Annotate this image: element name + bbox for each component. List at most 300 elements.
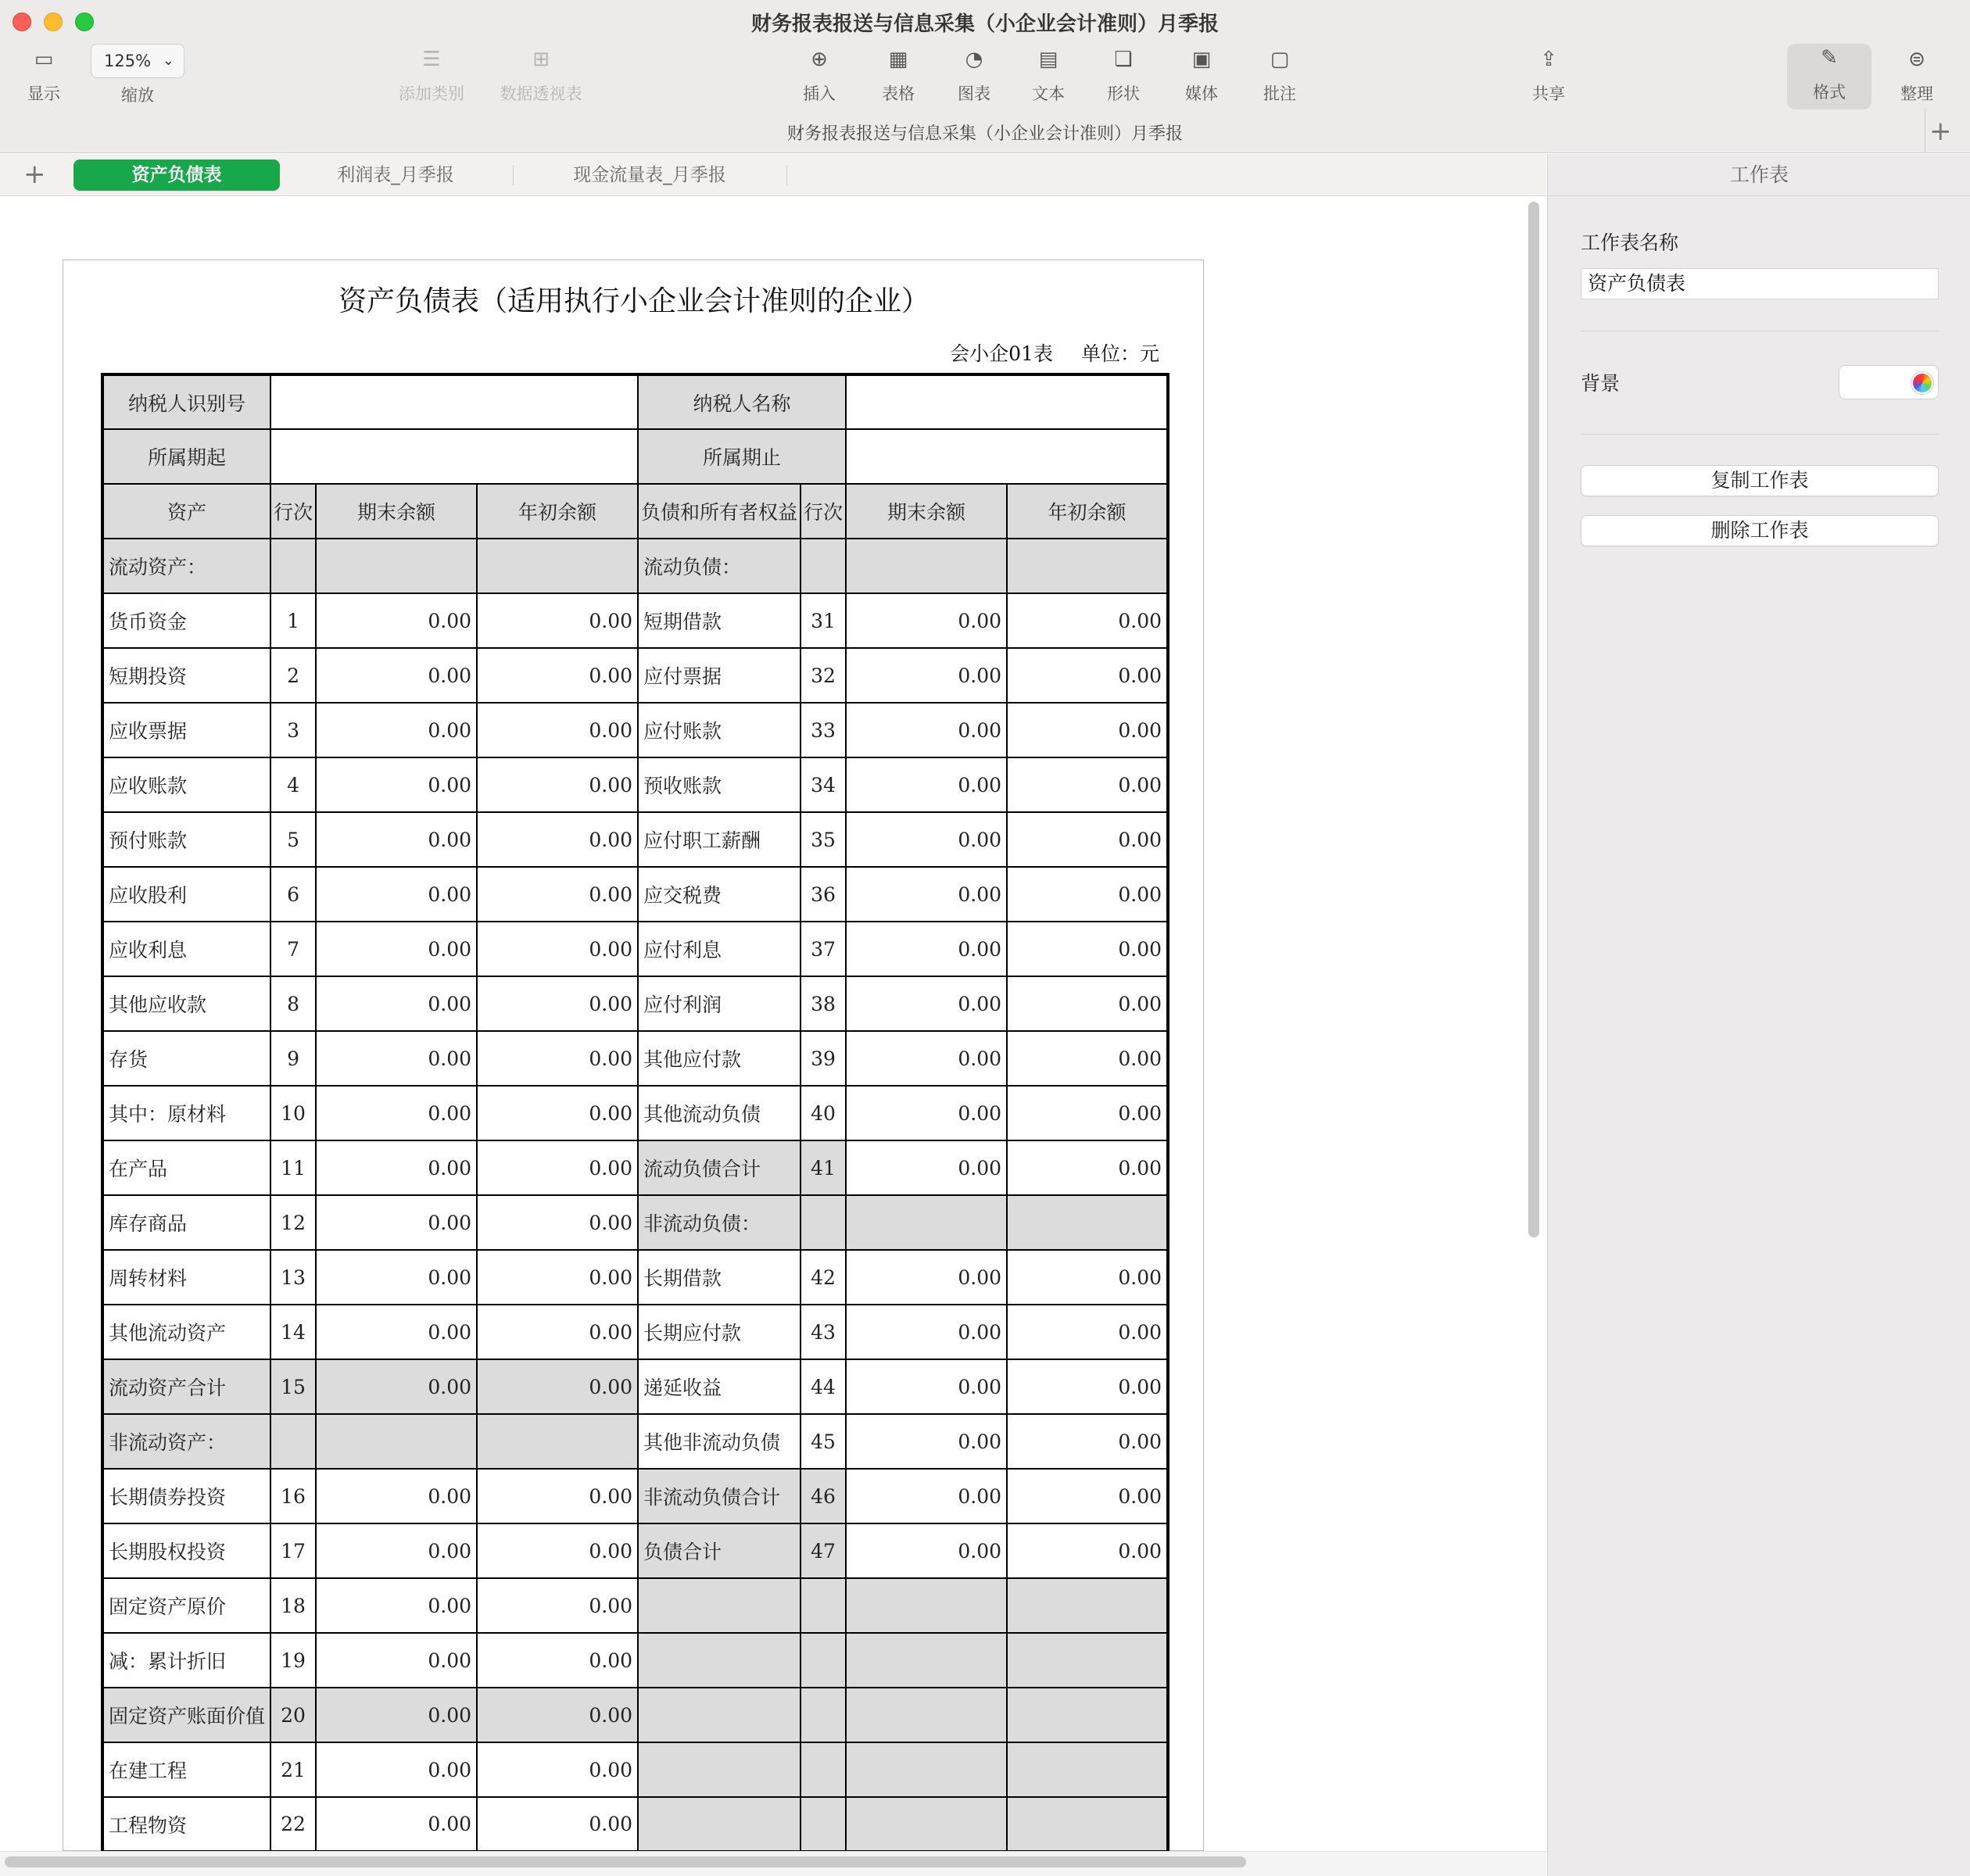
window-title: 财务报表报送与信息采集（小企业会计准则）月季报 [750, 13, 1219, 36]
liability-item-label: 其他流动负债 [638, 1086, 801, 1140]
liability-end-balance-cell[interactable]: 0.00 [846, 1523, 1007, 1578]
asset-item-label: 固定资产账面价值 [102, 1688, 270, 1742]
table-row [102, 1414, 1168, 1469]
liability-end-balance-cell [846, 1578, 1007, 1633]
tab-divider [513, 165, 514, 185]
asset-row-number: 9 [270, 1031, 316, 1086]
format-label: 格式 [1813, 83, 1846, 102]
col-assets: 资产 [102, 484, 270, 539]
asset-end-balance-cell[interactable]: 0.00 [316, 1742, 477, 1797]
taxpayer-name-cell[interactable] [846, 374, 1168, 429]
asset-begin-balance-cell[interactable]: 0.00 [477, 703, 638, 757]
liability-item-label: 应交税费 [638, 867, 801, 922]
asset-row-number [270, 1414, 316, 1469]
comment-icon: ▢ [1270, 48, 1290, 71]
liability-begin-balance-cell[interactable]: 0.00 [1007, 1140, 1168, 1195]
table-row [102, 976, 1168, 1031]
sidebar-icon: ▭ [34, 48, 54, 71]
liability-end-balance-cell[interactable]: 0.00 [846, 812, 1007, 867]
liability-row-number [801, 1797, 846, 1852]
asset-end-balance-cell[interactable]: 0.00 [316, 812, 477, 867]
media-label: 媒体 [1185, 84, 1218, 103]
period-end-cell[interactable] [846, 429, 1168, 484]
table-row [102, 1359, 1168, 1414]
insert-icon: ⊕ [811, 48, 828, 71]
asset-end-balance-cell[interactable]: 0.00 [316, 1140, 477, 1195]
media-icon: ▣ [1191, 48, 1212, 71]
table-row [102, 703, 1168, 757]
liability-begin-balance-cell[interactable]: 0.00 [1007, 1086, 1168, 1140]
liability-begin-balance-cell[interactable]: 0.00 [1007, 1305, 1168, 1359]
col-begin-balance: 年初余额 [477, 484, 638, 539]
sheet-title: 资产负债表（适用执行小企业会计准则的企业） [338, 285, 929, 317]
tab-balance-sheet[interactable]: 资产负债表 [73, 159, 280, 191]
asset-item-label: 周转材料 [102, 1250, 270, 1305]
asset-end-balance-cell[interactable]: 0.00 [316, 976, 477, 1031]
liability-row-number: 31 [801, 593, 846, 648]
asset-begin-balance-cell[interactable]: 0.00 [477, 922, 638, 976]
table-row [102, 867, 1168, 922]
asset-begin-balance-cell[interactable]: 0.00 [477, 648, 638, 703]
liability-item-label: 应付票据 [638, 648, 801, 703]
share-label: 共享 [1532, 84, 1565, 103]
liability-item-label: 长期应付款 [638, 1305, 801, 1359]
asset-end-balance-cell[interactable]: 0.00 [316, 593, 477, 648]
asset-end-balance-cell[interactable]: 0.00 [316, 648, 477, 703]
liability-begin-balance-cell[interactable]: 0.00 [1007, 1414, 1168, 1469]
asset-end-balance-cell [316, 1414, 477, 1469]
asset-item-label: 应收账款 [102, 757, 270, 812]
liability-end-balance-cell[interactable]: 0.00 [846, 1469, 1007, 1523]
asset-begin-balance-cell[interactable]: 0.00 [477, 1797, 638, 1852]
liability-end-balance-cell[interactable]: 0.00 [846, 867, 1007, 922]
asset-begin-balance-cell[interactable]: 0.00 [477, 1305, 638, 1359]
asset-item-label: 减：累计折旧 [102, 1633, 270, 1688]
liability-row-number: 38 [801, 976, 846, 1031]
table-row [102, 922, 1168, 976]
liability-end-balance-cell[interactable]: 0.00 [846, 922, 1007, 976]
form-code: 会小企01表 [950, 342, 1053, 365]
liability-begin-balance-cell[interactable]: 0.00 [1007, 1359, 1168, 1414]
asset-row-number: 18 [270, 1578, 316, 1633]
form-code-line [950, 338, 1159, 367]
liability-end-balance-cell[interactable]: 0.00 [846, 1250, 1007, 1305]
asset-row-number: 22 [270, 1797, 316, 1852]
liability-row-number [801, 1742, 846, 1797]
asset-end-balance-cell[interactable]: 0.00 [316, 1305, 477, 1359]
taxpayer-id-cell[interactable] [270, 374, 638, 429]
asset-row-number: 17 [270, 1523, 316, 1578]
liability-row-number: 35 [801, 812, 846, 867]
asset-end-balance-cell[interactable]: 0.00 [316, 703, 477, 757]
vertical-scrollbar[interactable] [1528, 202, 1539, 1237]
asset-row-number: 10 [270, 1086, 316, 1140]
asset-row-number: 3 [270, 703, 316, 757]
asset-end-balance-cell[interactable]: 0.00 [316, 1523, 477, 1578]
column-header-row [102, 484, 1168, 539]
liability-end-balance-cell[interactable]: 0.00 [846, 703, 1007, 757]
asset-begin-balance-cell[interactable]: 0.00 [477, 1469, 638, 1523]
table-row [102, 1469, 1168, 1523]
header-row-period [102, 429, 1168, 484]
asset-begin-balance-cell [477, 539, 638, 593]
taxpayer-id-label: 纳税人识别号 [102, 374, 270, 429]
asset-row-number: 8 [270, 976, 316, 1031]
asset-item-label: 应收利息 [102, 922, 270, 976]
document-title: 财务报表报送与信息采集（小企业会计准则）月季报 [786, 124, 1183, 144]
asset-row-number: 2 [270, 648, 316, 703]
tab-income-statement[interactable]: 利润表_月季报 [337, 165, 454, 185]
liability-end-balance-cell [846, 1633, 1007, 1688]
liability-row-number [801, 1578, 846, 1633]
inspector-title: 工作表 [1548, 154, 1970, 196]
asset-item-label: 流动资产合计 [102, 1359, 270, 1414]
organize-label: 整理 [1900, 84, 1933, 103]
window-toolbar [0, 0, 1970, 153]
asset-begin-balance-cell[interactable]: 0.00 [477, 812, 638, 867]
taxpayer-name-label: 纳税人名称 [638, 374, 846, 429]
liability-row-number [801, 1688, 846, 1742]
paintbrush-icon: ✎ [1821, 46, 1838, 70]
asset-end-balance-cell[interactable]: 0.00 [316, 867, 477, 922]
asset-item-label: 流动资产： [102, 539, 270, 593]
asset-end-balance-cell[interactable]: 0.00 [316, 1797, 477, 1852]
asset-begin-balance-cell[interactable]: 0.00 [477, 1742, 638, 1797]
view-label: 显示 [27, 84, 60, 103]
asset-row-number: 6 [270, 867, 316, 922]
zoom-label: 缩放 [121, 86, 154, 105]
asset-row-number: 15 [270, 1359, 316, 1414]
asset-item-label: 其他流动资产 [102, 1305, 270, 1359]
asset-row-number [270, 539, 316, 593]
asset-begin-balance-cell[interactable]: 0.00 [477, 976, 638, 1031]
asset-begin-balance-cell[interactable]: 0.00 [477, 1086, 638, 1140]
liability-begin-balance-cell[interactable]: 0.00 [1007, 1523, 1168, 1578]
table-row [102, 1742, 1168, 1797]
liability-item-label: 流动负债合计 [638, 1140, 801, 1195]
chart-label: 图表 [958, 84, 990, 103]
asset-row-number: 4 [270, 757, 316, 812]
period-start-cell[interactable] [270, 429, 638, 484]
asset-item-label: 其他应收款 [102, 976, 270, 1031]
asset-end-balance-cell[interactable]: 0.00 [316, 1359, 477, 1414]
pivot-icon: ⊞ [532, 48, 550, 71]
liability-end-balance-cell[interactable]: 0.00 [846, 1031, 1007, 1086]
col-end-balance: 期末余额 [316, 484, 477, 539]
liability-begin-balance-cell[interactable]: 0.00 [1007, 1031, 1168, 1086]
color-wheel-icon[interactable] [1911, 372, 1933, 394]
table-row [102, 648, 1168, 703]
divider [1581, 434, 1939, 435]
comment-button[interactable] [1233, 45, 1327, 105]
liability-item-label [638, 1578, 801, 1633]
sheet-inspector [1547, 154, 1970, 1876]
chart-icon: ◔ [965, 48, 983, 71]
asset-end-balance-cell[interactable]: 0.00 [316, 1633, 477, 1688]
liability-row-number: 36 [801, 867, 846, 922]
asset-item-label: 其中：原材料 [102, 1086, 270, 1140]
liability-row-number: 40 [801, 1086, 846, 1140]
pivot-label: 数据透视表 [500, 84, 582, 103]
chevron-down-icon: ⌄ [162, 52, 174, 69]
asset-begin-balance-cell[interactable]: 0.00 [477, 1359, 638, 1414]
asset-end-balance-cell[interactable]: 0.00 [316, 757, 477, 812]
sheet-tab-bar [0, 154, 1546, 196]
tab-cash-flow[interactable]: 现金流量表_月季报 [573, 165, 726, 185]
zoom-value: 125% [104, 52, 152, 70]
liability-begin-balance-cell [1007, 1633, 1168, 1688]
col-liabilities: 负债和所有者权益 [638, 484, 801, 539]
duplicate-sheet-button[interactable]: 复制工作表 [1581, 465, 1939, 496]
liability-begin-balance-cell[interactable]: 0.00 [1007, 648, 1168, 703]
asset-item-label: 应收股利 [102, 867, 270, 922]
liability-begin-balance-cell[interactable]: 0.00 [1007, 1469, 1168, 1523]
asset-row-number: 14 [270, 1305, 316, 1359]
background-color-well[interactable] [1839, 365, 1939, 399]
asset-item-label: 长期股权投资 [102, 1523, 270, 1578]
liability-end-balance-cell [846, 1797, 1007, 1852]
table-row [102, 1305, 1168, 1359]
liability-row-number: 33 [801, 703, 846, 757]
liability-row-number: 45 [801, 1414, 846, 1469]
col-begin-balance-2: 年初余额 [1007, 484, 1168, 539]
liability-begin-balance-cell [1007, 1195, 1168, 1250]
horizontal-scrollbar[interactable] [5, 1856, 1246, 1867]
add-category-button[interactable] [385, 45, 478, 105]
liability-row-number [801, 1195, 846, 1250]
delete-sheet-button[interactable]: 删除工作表 [1581, 515, 1939, 546]
table-row [102, 1031, 1168, 1086]
add-sheet-button[interactable]: + [23, 159, 46, 190]
table-row [102, 1633, 1168, 1688]
liability-begin-balance-cell[interactable]: 0.00 [1007, 757, 1168, 812]
table-row [102, 593, 1168, 648]
liability-item-label: 非流动负债： [638, 1195, 801, 1250]
asset-item-label: 库存商品 [102, 1195, 270, 1250]
asset-row-number: 12 [270, 1195, 316, 1250]
sheet-name-input[interactable]: 资产负债表 [1581, 268, 1939, 299]
unit-label: 单位：元 [1080, 342, 1159, 365]
asset-end-balance-cell[interactable]: 0.00 [316, 1688, 477, 1742]
liability-item-label: 预收账款 [638, 757, 801, 812]
insert-label: 插入 [803, 84, 836, 103]
liability-item-label [638, 1797, 801, 1852]
organize-button[interactable] [1870, 45, 1964, 105]
share-icon: ⇪ [1540, 48, 1557, 71]
liability-row-number: 32 [801, 648, 846, 703]
table-row [102, 1195, 1168, 1250]
liability-item-label: 其他应付款 [638, 1031, 801, 1086]
liability-row-number: 41 [801, 1140, 846, 1195]
liability-item-label [638, 1742, 801, 1797]
liability-begin-balance-cell [1007, 539, 1168, 593]
liability-item-label: 应付账款 [638, 703, 801, 757]
table-row [102, 1578, 1168, 1633]
view-button[interactable] [0, 45, 91, 105]
asset-row-number: 20 [270, 1688, 316, 1742]
asset-end-balance-cell[interactable]: 0.00 [316, 1086, 477, 1140]
sheet-page [63, 260, 1204, 1851]
liability-row-number: 42 [801, 1250, 846, 1305]
liability-row-number: 37 [801, 922, 846, 976]
asset-row-number: 5 [270, 812, 316, 867]
liability-item-label: 负债合计 [638, 1523, 801, 1578]
liability-end-balance-cell [846, 1688, 1007, 1742]
liability-item-label: 长期借款 [638, 1250, 801, 1305]
liability-row-number: 44 [801, 1359, 846, 1414]
table-row [102, 757, 1168, 812]
liability-item-label: 应付利息 [638, 922, 801, 976]
asset-item-label: 工程物资 [102, 1797, 270, 1852]
liability-begin-balance-cell [1007, 1742, 1168, 1797]
asset-begin-balance-cell [477, 1414, 638, 1469]
liability-item-label: 应付利润 [638, 976, 801, 1031]
asset-begin-balance-cell[interactable]: 0.00 [477, 1523, 638, 1578]
liability-begin-balance-cell [1007, 1688, 1168, 1742]
liability-item-label [638, 1688, 801, 1742]
period-start-label: 所属期起 [102, 429, 270, 484]
asset-row-number: 7 [270, 922, 316, 976]
shape-label: 形状 [1107, 84, 1140, 103]
tab-divider [786, 165, 787, 185]
pivot-table-button[interactable] [486, 45, 596, 105]
sheet-name-label: 工作表名称 [1581, 231, 1679, 254]
liability-row-number: 34 [801, 757, 846, 812]
liability-begin-balance-cell [1007, 1797, 1168, 1852]
header-row-taxpayer [102, 374, 1168, 429]
asset-begin-balance-cell[interactable]: 0.00 [477, 1031, 638, 1086]
liability-begin-balance-cell[interactable]: 0.00 [1007, 867, 1168, 922]
asset-item-label: 预付账款 [102, 812, 270, 867]
liability-begin-balance-cell[interactable]: 0.00 [1007, 976, 1168, 1031]
col-row-no: 行次 [270, 484, 316, 539]
liability-item-label: 流动负债： [638, 539, 801, 593]
liability-item-label: 应付职工薪酬 [638, 812, 801, 867]
asset-begin-balance-cell[interactable]: 0.00 [477, 1688, 638, 1742]
liability-end-balance-cell[interactable]: 0.00 [846, 976, 1007, 1031]
add-icon[interactable]: + [1929, 116, 1952, 147]
col-row-no-2: 行次 [801, 484, 846, 539]
liability-end-balance-cell [846, 1195, 1007, 1250]
asset-row-number: 13 [270, 1250, 316, 1305]
liability-begin-balance-cell[interactable]: 0.00 [1007, 922, 1168, 976]
asset-item-label: 在产品 [102, 1140, 270, 1195]
table-label: 表格 [882, 84, 915, 103]
asset-begin-balance-cell[interactable]: 0.00 [477, 593, 638, 648]
asset-row-number: 1 [270, 593, 316, 648]
organize-icon: ⊜ [1908, 48, 1925, 71]
share-button[interactable] [1502, 45, 1596, 105]
list-icon: ☰ [422, 48, 441, 71]
asset-end-balance-cell[interactable]: 0.00 [316, 1578, 477, 1633]
add-category-label: 添加类别 [399, 84, 464, 103]
col-end-balance-2: 期末余额 [846, 484, 1007, 539]
asset-item-label: 存货 [102, 1031, 270, 1086]
asset-begin-balance-cell[interactable]: 0.00 [477, 1195, 638, 1250]
liability-end-balance-cell[interactable]: 0.00 [846, 593, 1007, 648]
zoom-dropdown[interactable] [91, 44, 184, 78]
asset-row-number: 21 [270, 1742, 316, 1797]
shape-icon: ❏ [1114, 48, 1133, 71]
asset-end-balance-cell[interactable]: 0.00 [316, 922, 477, 976]
liability-row-number [801, 539, 846, 593]
period-end-label: 所属期止 [638, 429, 846, 484]
liability-row-number [801, 1633, 846, 1688]
table-row [102, 1797, 1168, 1852]
liability-row-number: 46 [801, 1469, 846, 1523]
asset-end-balance-cell[interactable]: 0.00 [316, 1031, 477, 1086]
liability-end-balance-cell[interactable]: 0.00 [846, 648, 1007, 703]
asset-row-number: 19 [270, 1633, 316, 1688]
background-label: 背景 [1581, 372, 1621, 395]
table-icon: ▦ [888, 48, 908, 71]
liability-begin-balance-cell[interactable]: 0.00 [1007, 703, 1168, 757]
liability-end-balance-cell[interactable]: 0.00 [846, 1414, 1007, 1469]
liability-row-number: 39 [801, 1031, 846, 1086]
asset-item-label: 应收票据 [102, 703, 270, 757]
table-row [102, 1688, 1168, 1742]
asset-begin-balance-cell[interactable]: 0.00 [477, 867, 638, 922]
liability-begin-balance-cell[interactable]: 0.00 [1007, 1250, 1168, 1305]
asset-end-balance-cell[interactable]: 0.00 [316, 1195, 477, 1250]
liability-begin-balance-cell[interactable]: 0.00 [1007, 812, 1168, 867]
table-row [102, 1523, 1168, 1578]
liability-item-label: 短期借款 [638, 593, 801, 648]
asset-begin-balance-cell[interactable]: 0.00 [477, 1250, 638, 1305]
liability-item-label [638, 1633, 801, 1688]
table-row [102, 812, 1168, 867]
liability-row-number: 47 [801, 1523, 846, 1578]
liability-end-balance-cell[interactable]: 0.00 [846, 757, 1007, 812]
liability-begin-balance-cell [1007, 1578, 1168, 1633]
liability-end-balance-cell[interactable]: 0.00 [846, 1140, 1007, 1195]
asset-item-label: 固定资产原价 [102, 1578, 270, 1633]
asset-end-balance-cell [316, 539, 477, 593]
liability-end-balance-cell[interactable]: 0.00 [846, 1305, 1007, 1359]
table-row [102, 539, 1168, 593]
text-label: 文本 [1032, 84, 1065, 103]
asset-begin-balance-cell[interactable]: 0.00 [477, 1578, 638, 1633]
asset-row-number: 16 [270, 1469, 316, 1523]
table-row [102, 1250, 1168, 1305]
liability-end-balance-cell[interactable]: 0.00 [846, 1359, 1007, 1414]
liability-item-label: 递延收益 [638, 1359, 801, 1414]
comment-label: 批注 [1263, 84, 1296, 103]
liability-end-balance-cell [846, 539, 1007, 593]
liability-end-balance-cell [846, 1742, 1007, 1797]
table-row [102, 1086, 1168, 1140]
text-icon: ▤ [1038, 48, 1058, 71]
liability-row-number: 43 [801, 1305, 846, 1359]
liability-item-label: 非流动负债合计 [638, 1469, 801, 1523]
asset-begin-balance-cell[interactable]: 0.00 [477, 1140, 638, 1195]
asset-row-number: 11 [270, 1140, 316, 1195]
asset-item-label: 长期债券投资 [102, 1469, 270, 1523]
liability-item-label: 其他非流动负债 [638, 1414, 801, 1469]
asset-item-label: 短期投资 [102, 648, 270, 703]
asset-item-label: 货币资金 [102, 593, 270, 648]
liability-begin-balance-cell[interactable]: 0.00 [1007, 593, 1168, 648]
asset-item-label: 非流动资产： [102, 1414, 270, 1469]
asset-end-balance-cell[interactable]: 0.00 [316, 1250, 477, 1305]
format-button[interactable] [1787, 44, 1872, 109]
asset-begin-balance-cell[interactable]: 0.00 [477, 1633, 638, 1688]
asset-end-balance-cell[interactable]: 0.00 [316, 1469, 477, 1523]
asset-begin-balance-cell[interactable]: 0.00 [477, 757, 638, 812]
balance-sheet-table [101, 373, 1169, 1853]
asset-item-label: 在建工程 [102, 1742, 270, 1797]
liability-end-balance-cell[interactable]: 0.00 [846, 1086, 1007, 1140]
